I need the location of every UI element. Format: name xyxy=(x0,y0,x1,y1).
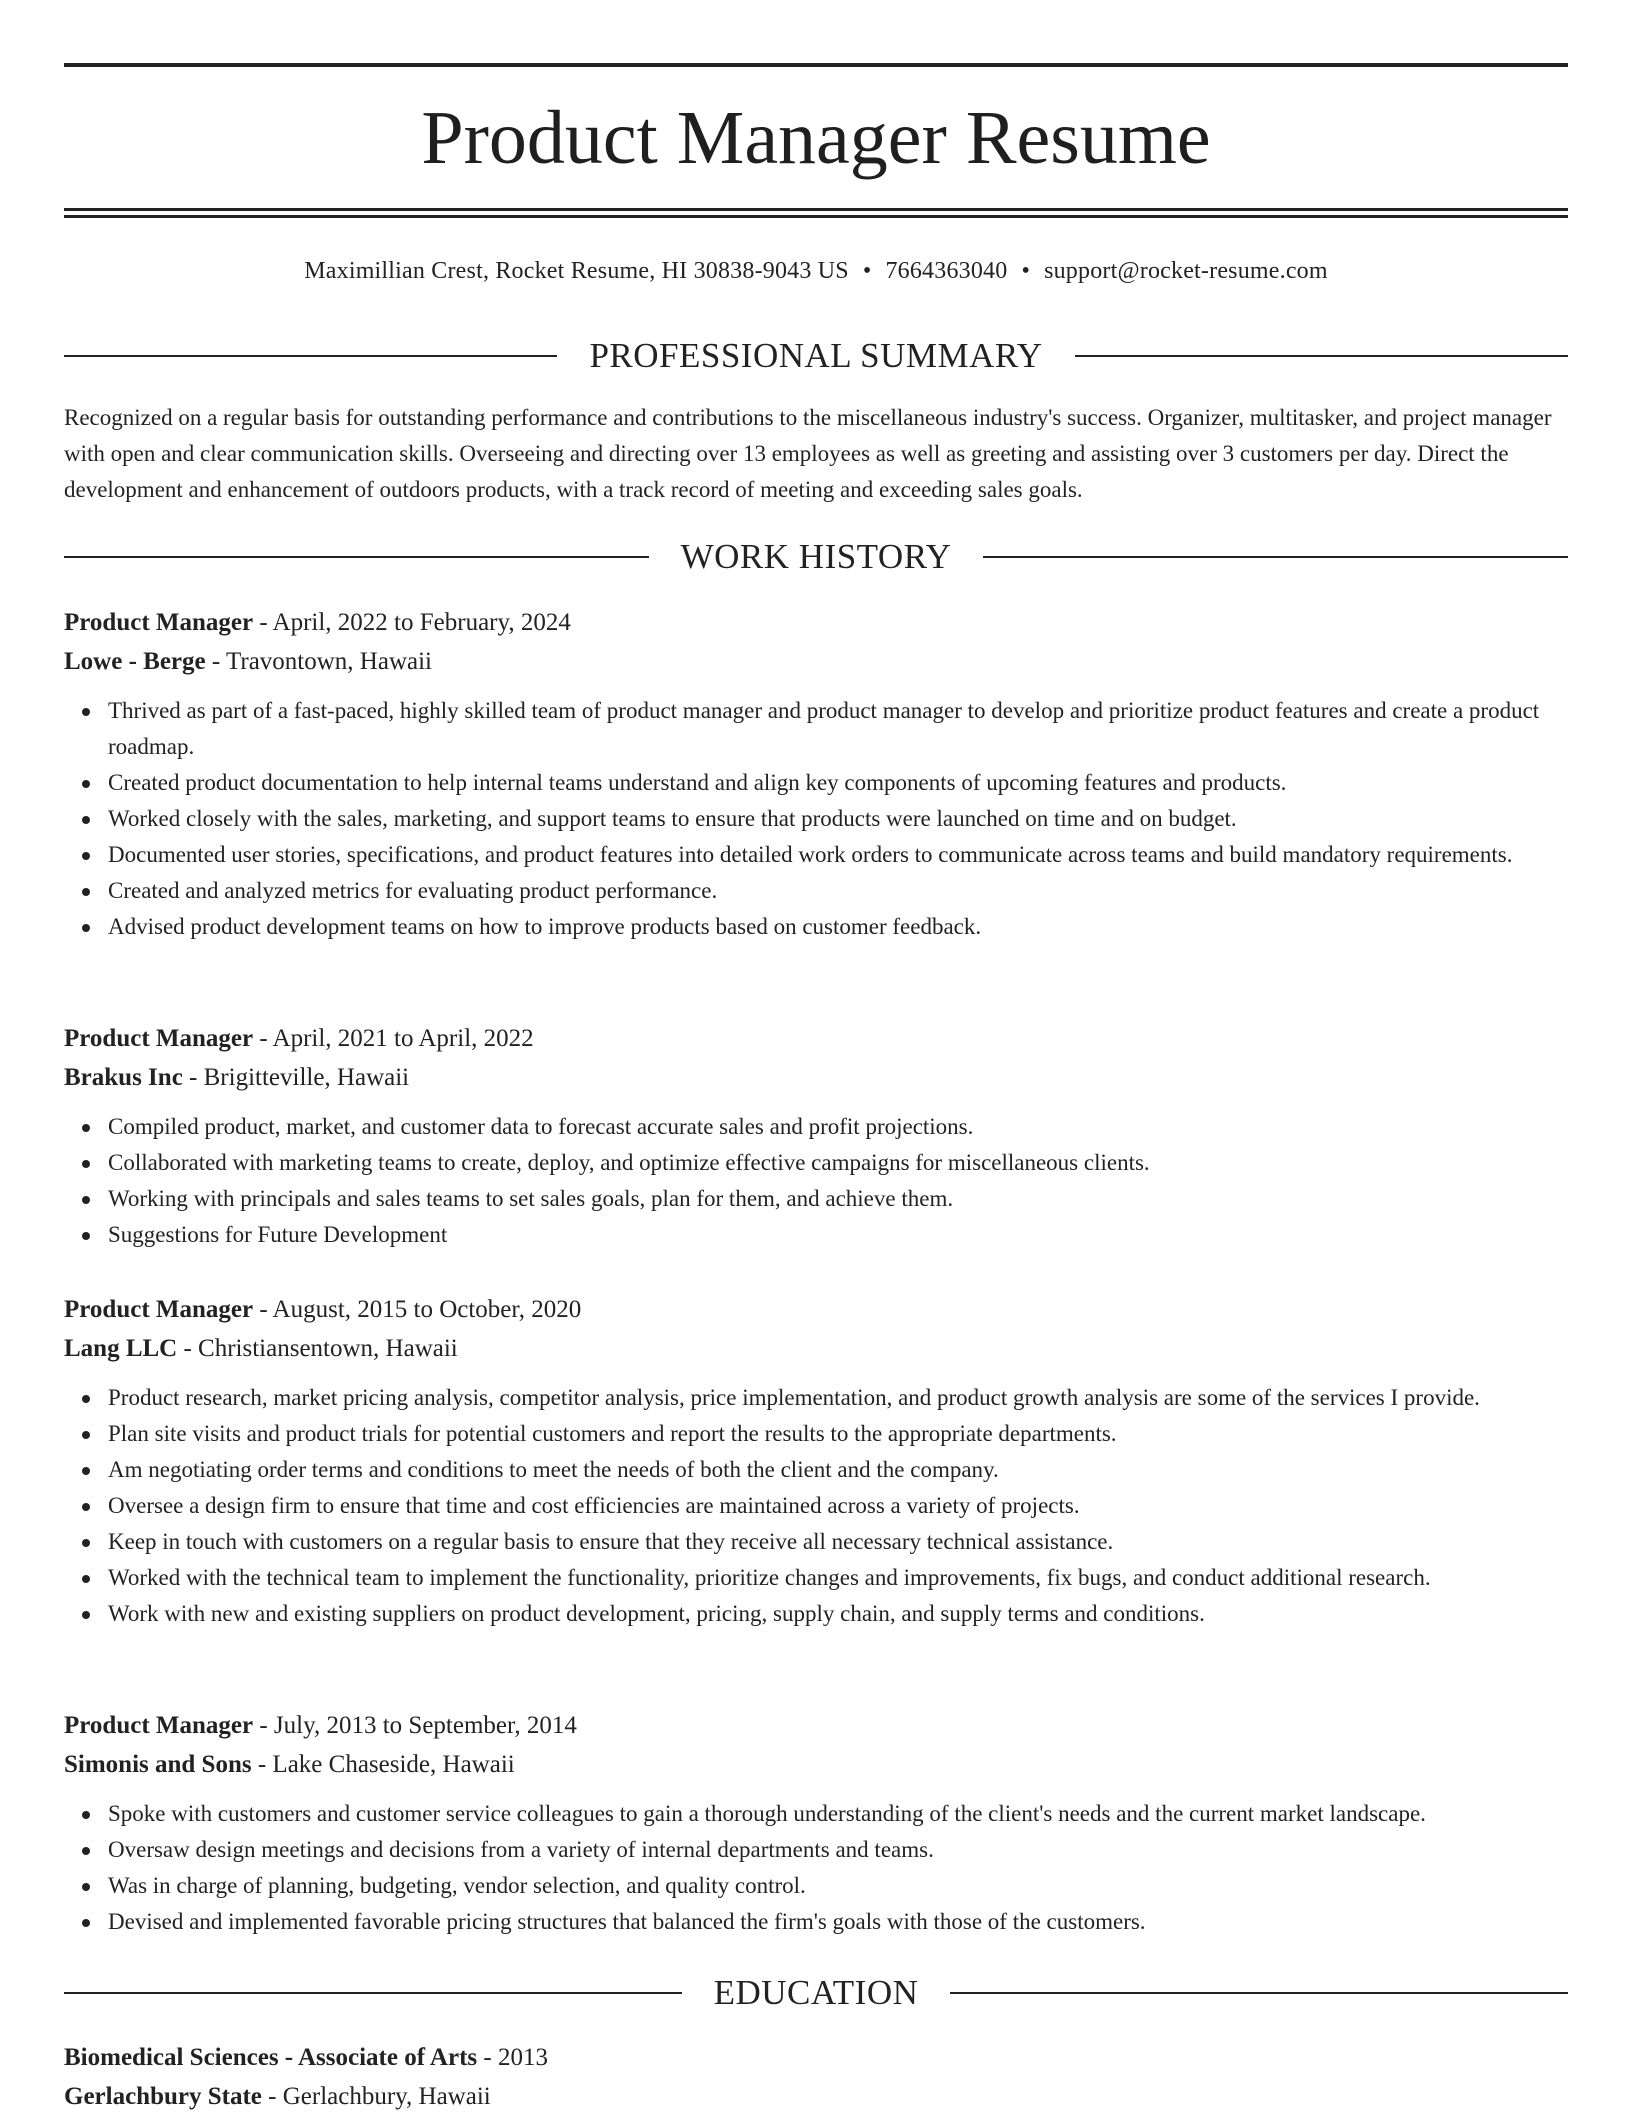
section-heading-education xyxy=(64,1971,1568,2015)
job-bullet: Oversaw design meetings and decisions from a variety of internal departments and teams. xyxy=(108,1832,1568,1868)
contact-separator: • xyxy=(1021,258,1031,284)
job-bullet: Plan site visits and product trials for potential customers and report the results to the appropriate departments. xyxy=(108,1416,1568,1452)
contact-separator: • xyxy=(862,258,872,284)
job-bullets xyxy=(64,1109,1568,1253)
job-dates: - April, 2021 to April, 2022 xyxy=(253,1025,534,1052)
job-company-line xyxy=(64,1058,1568,1097)
education-degree-line xyxy=(64,2038,1568,2077)
summary-text: Recognized on a regular basis for outstanding performance and contributions to the miscellaneous industry's success. Organizer, multitasker, and project manager with open and clear communication skills. Overseeing and directing over 13 employees as well as greeting and assisting over 3 customers per day. Direct the development and enhancement of outdoors products, with a track record of meeting and exceeding sales goals. xyxy=(64,405,1552,502)
job-title: Product Manager xyxy=(64,1296,254,1323)
heading-rule xyxy=(1075,355,1568,357)
job-title: Product Manager xyxy=(64,1025,254,1052)
job-bullet: Devised and implemented favorable pricing structures that balanced the firm's goals with those of the customers. xyxy=(108,1904,1568,1940)
contact-email: support@rocket-resume.com xyxy=(1044,258,1328,284)
job-entry xyxy=(64,1706,1568,1940)
job-bullet: Created and analyzed metrics for evaluating product performance. xyxy=(108,873,1568,909)
section-heading-work xyxy=(64,535,1568,579)
job-title-line xyxy=(64,1706,1568,1745)
job-bullet: Keep in touch with customers on a regular basis to ensure that they receive all necessary technical assistance. xyxy=(108,1524,1568,1560)
job-bullets xyxy=(64,1380,1568,1632)
section-title-work: WORK HISTORY xyxy=(680,537,952,576)
job-bullet: Documented user stories, specifications, and product features into detailed work orders to communicate across teams and build mandatory requirements. xyxy=(108,837,1568,873)
job-bullet: Advised product development teams on how to improve products based on customer feedback. xyxy=(108,909,1568,945)
heading-rule xyxy=(64,355,557,357)
page-title: Product Manager Resume xyxy=(421,96,1211,180)
education-entry xyxy=(64,2038,1568,2116)
job-title: Product Manager xyxy=(64,609,254,636)
job-dates: - April, 2022 to February, 2024 xyxy=(253,609,571,636)
job-bullet: Work with new and existing suppliers on product development, pricing, supply chain, and supply terms and conditions. xyxy=(108,1596,1568,1632)
job-company: Lang LLC xyxy=(64,1335,178,1362)
heading-rule xyxy=(983,556,1568,558)
job-bullet: Created product documentation to help internal teams understand and align key components of upcoming features and products. xyxy=(108,765,1568,801)
section-title-education: EDUCATION xyxy=(713,1973,919,2012)
job-bullet: Product research, market pricing analysis, competitor analysis, price implementation, and product growth analysis are some of the services I provide. xyxy=(108,1380,1568,1416)
job-bullet: Spoke with customers and customer service colleagues to gain a thorough understanding of the client's needs and the current market landscape. xyxy=(108,1796,1568,1832)
job-company: Simonis and Sons xyxy=(64,1751,252,1778)
job-entry xyxy=(64,1019,1568,1253)
education-school: Gerlachbury State xyxy=(64,2083,262,2110)
title-rule-lower xyxy=(64,215,1568,218)
job-bullet: Am negotiating order terms and conditions to meet the needs of both the client and the company. xyxy=(108,1452,1568,1488)
contact-address: Maximillian Crest, Rocket Resume, HI 30838-9043 US xyxy=(304,258,849,284)
job-bullet: Worked closely with the sales, marketing, and support teams to ensure that products were launched on time and on budget. xyxy=(108,801,1568,837)
job-bullet: Oversee a design firm to ensure that time and cost efficiencies are maintained across a variety of projects. xyxy=(108,1488,1568,1524)
top-rule xyxy=(64,63,1568,67)
job-bullet: Worked with the technical team to implement the functionality, prioritize changes and improvements, fix bugs, and conduct additional research. xyxy=(108,1560,1568,1596)
job-location: - Travontown, Hawaii xyxy=(205,648,433,675)
job-bullet: Was in charge of planning, budgeting, vendor selection, and quality control. xyxy=(108,1868,1568,1904)
job-title-line xyxy=(64,603,1568,642)
job-title-line xyxy=(64,1019,1568,1058)
education-school-line xyxy=(64,2077,1568,2116)
job-bullet: Collaborated with marketing teams to create, deploy, and optimize effective campaigns for miscellaneous clients. xyxy=(108,1145,1568,1181)
job-location: - Christiansentown, Hawaii xyxy=(177,1335,458,1362)
job-bullets xyxy=(64,1796,1568,1940)
education-location: - Gerlachbury, Hawaii xyxy=(261,2083,491,2110)
job-entry xyxy=(64,603,1568,945)
job-company-line xyxy=(64,1745,1568,1784)
education-year: - 2013 xyxy=(477,2044,548,2071)
job-title: Product Manager xyxy=(64,1712,254,1739)
job-entry xyxy=(64,1290,1568,1632)
job-company-line xyxy=(64,1329,1568,1368)
contact-line xyxy=(64,254,1568,288)
job-bullet: Compiled product, market, and customer data to forecast accurate sales and profit projections. xyxy=(108,1109,1568,1145)
job-title-line xyxy=(64,1290,1568,1329)
education-degree: Biomedical Sciences - Associate of Arts xyxy=(64,2044,478,2071)
job-dates: - August, 2015 to October, 2020 xyxy=(253,1296,582,1323)
job-company: Brakus Inc xyxy=(64,1064,183,1091)
job-bullet: Suggestions for Future Development xyxy=(108,1217,1568,1253)
heading-rule xyxy=(950,1992,1568,1994)
job-company-line xyxy=(64,642,1568,681)
job-location: - Lake Chaseside, Hawaii xyxy=(251,1751,515,1778)
heading-rule xyxy=(64,1992,682,1994)
contact-phone: 7664363040 xyxy=(885,258,1008,284)
title-rule-upper xyxy=(64,208,1568,211)
job-dates: - July, 2013 to September, 2014 xyxy=(253,1712,577,1739)
section-title-summary: PROFESSIONAL SUMMARY xyxy=(589,336,1043,375)
job-bullet: Working with principals and sales teams to set sales goals, plan for them, and achieve them. xyxy=(108,1181,1568,1217)
job-bullet: Thrived as part of a fast-paced, highly skilled team of product manager and product manager to develop and prioritize product features and create a product roadmap. xyxy=(108,693,1568,765)
heading-rule xyxy=(64,556,649,558)
job-bullets xyxy=(64,693,1568,945)
job-location: - Brigitteville, Hawaii xyxy=(182,1064,410,1091)
job-company: Lowe - Berge xyxy=(64,648,206,675)
section-heading-summary xyxy=(64,334,1568,378)
